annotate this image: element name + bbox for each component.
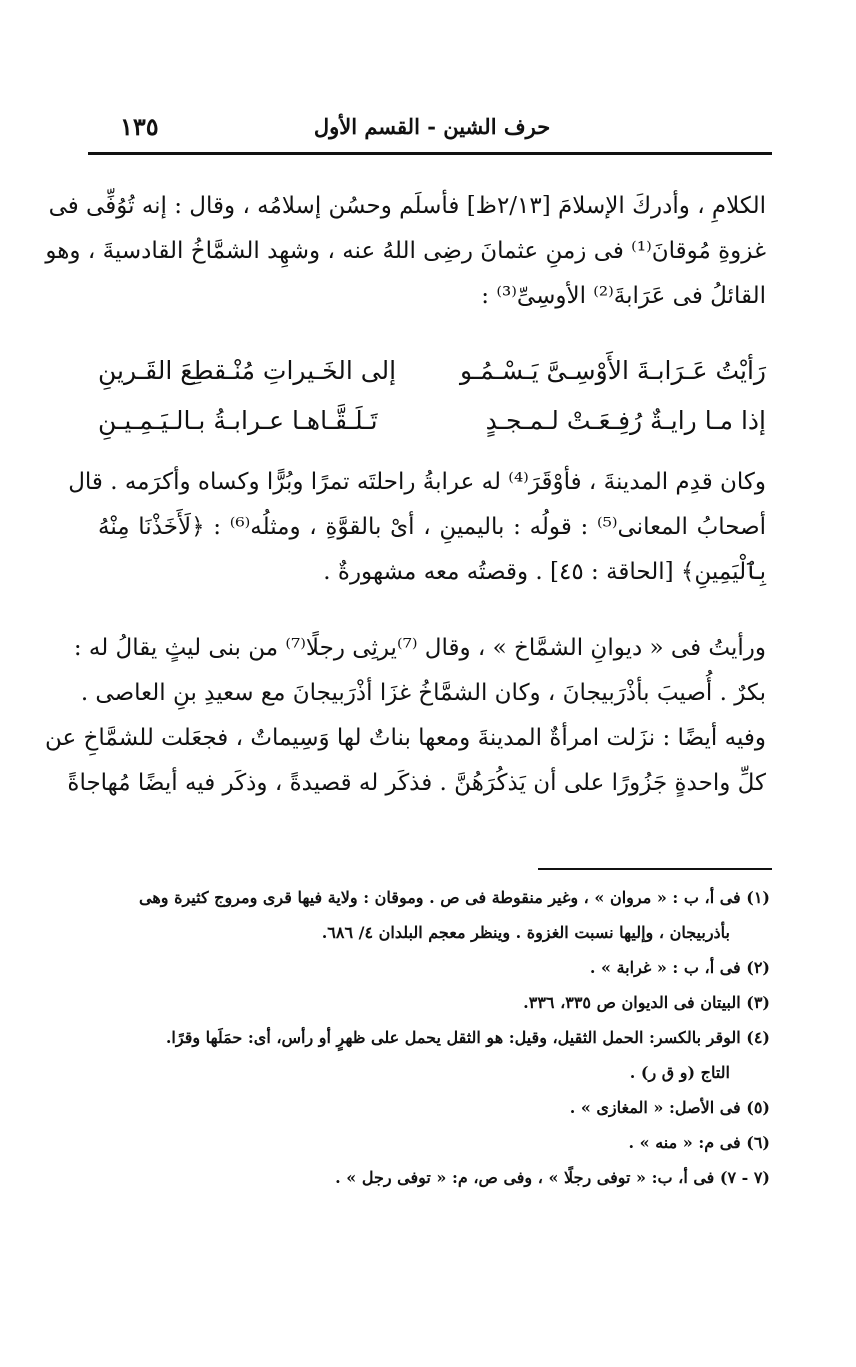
paragraph-2 [68, 460, 767, 595]
verse-second-hemistich: إلى الخَـيراتِ مُنْـقطِعَ القَـرينِ [98, 356, 397, 385]
verse-second-hemistich: تَـلَـقَّـاهـا عـرابـةُ بـالـيَـمِـيـنِ [98, 406, 378, 435]
footnote: (٣) البيتان فى الديوان ص ٣٣٥، ٣٣٦. [523, 993, 770, 1012]
text-line: أصحابُ المعانى⁽⁵⁾ : قولُه : باليمينِ ، أىْ بالقوَّةِ ، ومثلُه⁽⁶⁾ : ﴿لَأَخَذْنَا مِنْهُ [98, 514, 767, 540]
text-line: بِٱلْيَمِينِ﴾ [الحاقة : ٤٥] . وقصتُه معه مشهورةٌ . [323, 559, 766, 585]
text-line: وفيه أيضًا : نزَلت امرأةٌ المدينةَ ومعها بناتٌ لها وَسِيماتٌ ، فجعَلت للشمَّاخِ عن [45, 725, 766, 751]
paragraph-1 [45, 184, 766, 319]
text-line: وكان قدِم المدينةَ ، فأوْقَرَ⁽⁴⁾ له عرابةُ راحلتَه تمرًا وبُرًّا وكساه وأكرَمه . قال [68, 469, 766, 495]
footnote-continuation: التاج (و ق ر) . [629, 1063, 730, 1082]
page-number: ١٣٥ [120, 112, 159, 141]
footnotes [98, 880, 770, 1195]
paragraph-3 [45, 626, 766, 806]
header-rule [88, 152, 772, 155]
footnote-rule [538, 868, 772, 870]
page-header [92, 106, 772, 146]
text-line: غزوةِ مُوقانَ⁽¹⁾ فى زمنِ عثمانَ رضِى اللهُ عنه ، وشهِد الشمَّاخُ القادسيةَ ، وهو [45, 238, 766, 264]
footnote-continuation: بأذربيجان ، وإليها نسبت الغزوة . وينظر معجم البلدان ٤/ ٦٨٦. [321, 923, 730, 942]
running-head: حرف الشين - القسم الأول [313, 114, 551, 139]
footnote: (٥) فى الأصل: « المغازى » . [569, 1098, 770, 1117]
text-line: القائلُ فى عَرَابةَ⁽²⁾ الأوسِىِّ⁽³⁾ : [481, 283, 766, 309]
footnote: (٦) فى م: « منه » . [628, 1133, 770, 1152]
poem-verses [98, 346, 766, 446]
text-line: كلِّ واحدةٍ جَزُورًا على أن يَذكُرَهُنَّ . فذكَر له قصيدةً ، وذكَر فيه أيضًا مُهاجاةً [67, 770, 766, 796]
verse-first-hemistich: رَأيْتُ عَـرَابـةَ الأَوْسِـىَّ يَـسْـمُـو [459, 356, 766, 385]
text-line: ورأيتُ فى « ديوانِ الشمَّاخ » ، وقال ⁽⁷⁾يرثِى رجلًا⁽⁷⁾ من بنى ليثٍ يقالُ له : [73, 635, 766, 661]
footnote: (٧ - ٧) فى أ، ب: « توفى رجلًا » ، وفى ص، م: « توفى رجل » . [335, 1168, 770, 1187]
text-line: بكرٌ . أُصيبَ بأذْرَبيجانَ ، وكان الشمَّاخُ غزَا أذْرَبيجانَ مع سعيدِ بنِ العاصى . [80, 680, 766, 706]
text-line: الكلامِ ، وأدركَ الإسلامَ [٢/١٣ظ] فأسلَم وحسُن إسلامُه ، وقال : إنه تُوُفِّى فى [48, 193, 766, 219]
footnote: (٢) فى أ، ب : « غرابة » . [589, 958, 770, 977]
footnote: (٤) الوقر بالكسر: الحمل الثقيل، وقيل: هو الثقل يحمل على ظهرٍ أو رأس، أى: حمَلَها وقرًا. [165, 1028, 770, 1047]
verse-line [98, 396, 766, 446]
verse-line [98, 346, 766, 396]
verse-first-hemistich: إذا مـا رايـةٌ رُفِـعَـتْ لـمـجـدٍ [485, 406, 766, 435]
footnote: (١) فى أ، ب : « مروان » ، وغير منقوطة فى ص . وموقان : ولاية فيها قرى ومروج كثيرة وهى [139, 888, 770, 907]
